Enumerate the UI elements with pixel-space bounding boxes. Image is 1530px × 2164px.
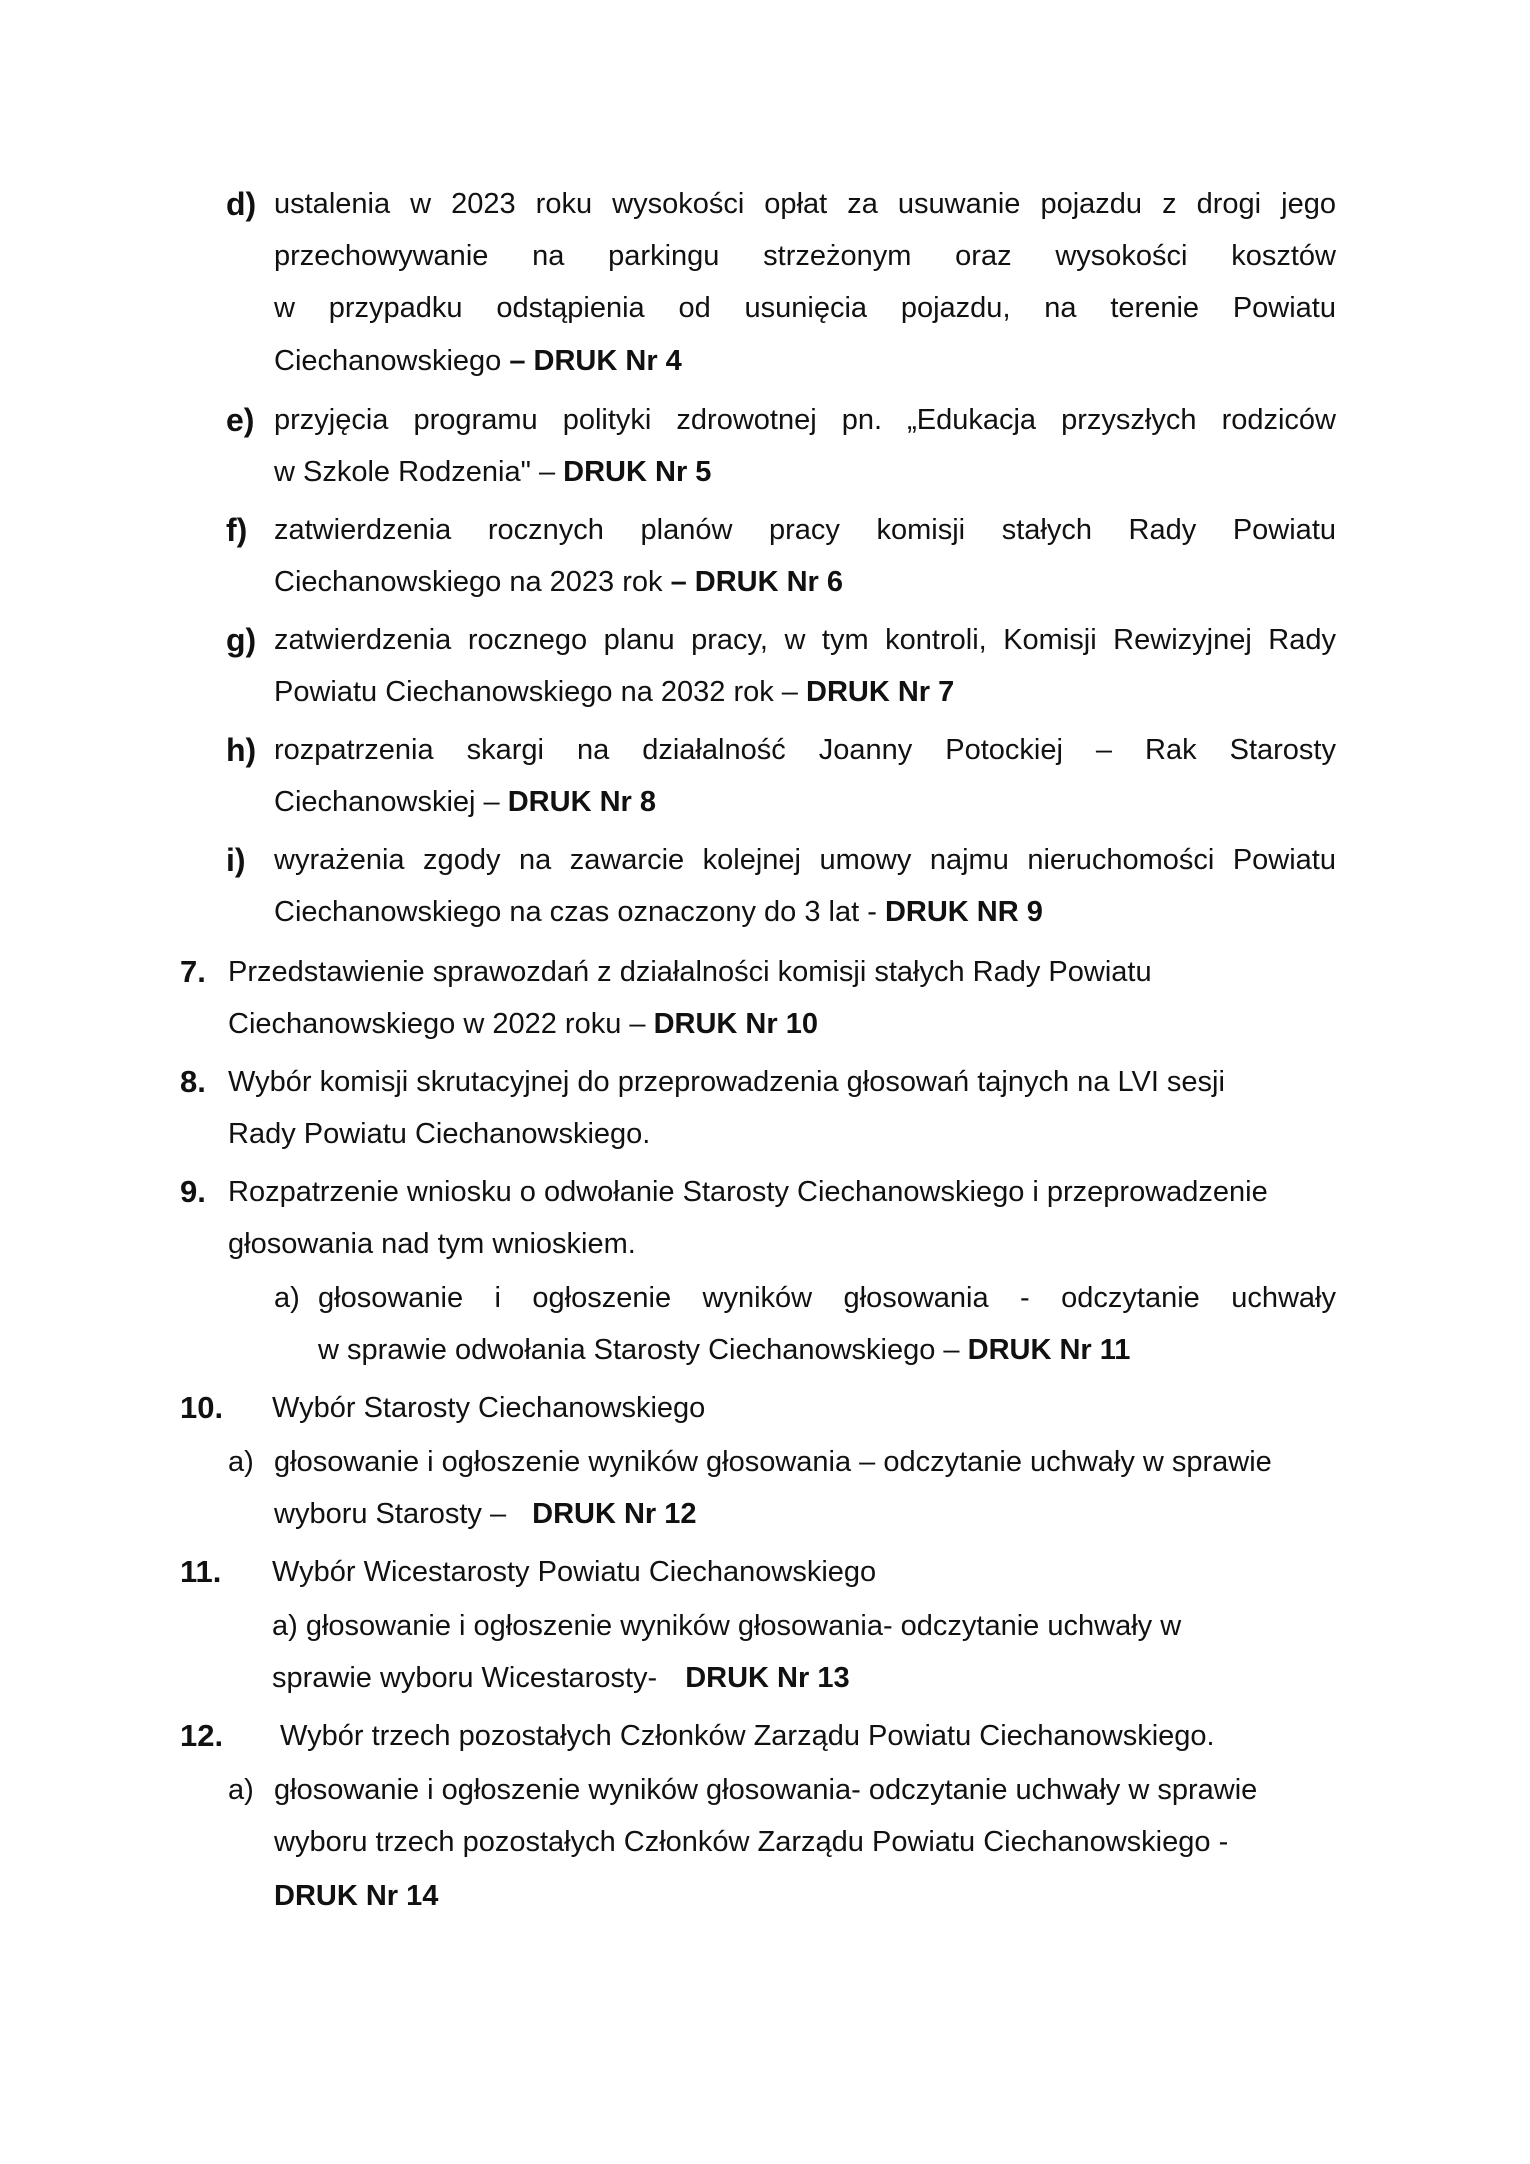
item-g-line-2-text: Powiatu Ciechanowskiego na 2032 rok – [274,676,806,708]
item-e-line-2-text: w Szkole Rodzenia" – [274,456,564,488]
item-9a-druk: DRUK Nr 11 [967,1334,1131,1366]
item-d-line-2: przechowywanie na parkingu strzeżonym oraz wysokości kosztów [274,240,1336,272]
item-i-line-2 [274,894,1043,930]
item-f-line-2-text: Ciechanowskiego na 2023 rok [274,566,671,598]
item-8-line-1: Wybór komisji skrutacyjnej do przeprowadzenia głosowań tajnych na LVI sesji [228,1066,1225,1098]
item-9a-line-2 [318,1332,1130,1368]
item-g-marker: g) [226,622,257,658]
item-11-line-2 [272,1660,850,1696]
item-10-title: Wybór Starosty Ciechanowskiego [272,1392,706,1424]
item-10a-line-2-text: wyboru Starosty – [274,1498,515,1530]
item-i-line-1: wyrażenia zgody na zawarcie kolejnej umowy najmu nieruchomości Powiatu [274,844,1336,876]
item-e-line-2 [274,454,711,490]
item-e-line-1: przyjęcia programu polityki zdrowotnej pn. „Edukacja przyszłych rodziców [274,404,1336,436]
item-12a-druk: DRUK Nr 14 [274,1880,439,1912]
item-10-number: 10. [180,1390,224,1425]
item-e-marker: e) [226,402,255,438]
item-12-number: 12. [180,1718,224,1753]
item-12-title: Wybór trzech pozostałych Członków Zarządu Powiatu Ciechanowskiego. [280,1720,1215,1752]
item-g-line-2 [274,674,954,710]
item-8-line-2: Rady Powiatu Ciechanowskiego. [228,1118,651,1150]
item-h-line-2-text: Ciechanowskiej – [274,786,508,818]
item-f-marker: f) [226,512,248,548]
item-12a-line-2: wyboru trzech pozostałych Członków Zarządu Powiatu Ciechanowskiego - [274,1826,1229,1858]
item-g-line-1: zatwierdzenia rocznego planu pracy, w tym kontroli, Komisji Rewizyjnej Rady [274,624,1336,656]
item-11-line-2-text: sprawie wyboru Wicestarosty- [272,1662,666,1694]
item-8-number: 8. [180,1064,206,1099]
item-d-line-4 [274,343,682,379]
item-d-druk: – DRUK Nr 4 [509,345,682,377]
item-10a-line-2 [274,1496,697,1532]
item-7-druk: DRUK Nr 10 [653,1008,818,1040]
item-h-line-1: rozpatrzenia skargi na działalność Joanny Potockiej – Rak Starosty [274,734,1336,766]
item-f-druk: – DRUK Nr 6 [670,566,844,598]
item-9-line-1: Rozpatrzenie wniosku o odwołanie Starosty Ciechanowskiego i przeprowadzenie [228,1176,1268,1208]
item-g-druk: DRUK Nr 7 [806,676,955,708]
item-d-line-1: ustalenia w 2023 roku wysokości opłat za usuwanie pojazdu z drogi jego [274,188,1336,220]
item-9a-line-2-text: w sprawie odwołania Starosty Ciechanowskiego – [318,1334,968,1366]
item-10a-druk: DRUK Nr 12 [532,1498,697,1530]
item-11-druk: DRUK Nr 13 [685,1662,850,1694]
item-12a-marker: a) [228,1774,254,1806]
item-11-number: 11. [180,1554,222,1589]
item-d-line-3: w przypadku odstąpienia od usunięcia pojazdu, na terenie Powiatu [274,292,1336,324]
item-h-druk: DRUK Nr 8 [507,786,656,818]
item-12a-line-1: głosowanie i ogłoszenie wyników głosowania- odczytanie uchwały w sprawie [274,1774,1258,1806]
item-d-line-4-text: Ciechanowskiego [274,345,510,377]
item-10a-line-1: głosowanie i ogłoszenie wyników głosowania – odczytanie uchwały w sprawie [274,1446,1272,1478]
item-f-line-1: zatwierdzenia rocznych planów pracy komisji stałych Rady Powiatu [274,514,1336,546]
item-7-line-1: Przedstawienie sprawozdań z działalności komisji stałych Rady Powiatu [228,956,1152,988]
item-h-marker: h) [226,732,257,768]
item-10a-marker: a) [228,1446,254,1478]
item-e-druk: DRUK Nr 5 [563,456,712,488]
item-7-number: 7. [180,954,206,989]
item-d-marker: d) [226,186,257,222]
item-7-line-2 [228,1006,818,1042]
item-9a-marker: a) [274,1282,300,1314]
item-7-line-2-text: Ciechanowskiego w 2022 roku – [228,1008,654,1040]
item-9-line-2: głosowania nad tym wnioskiem. [228,1228,636,1260]
item-11-line-1: a) głosowanie i ogłoszenie wyników głosowania- odczytanie uchwały w [272,1610,1182,1642]
item-11-title: Wybór Wicestarosty Powiatu Ciechanowskiego [272,1556,877,1588]
item-i-marker: i) [226,842,246,878]
item-9a-line-1: głosowanie i ogłoszenie wyników głosowania - odczytanie uchwały [318,1282,1336,1314]
item-f-line-2 [274,564,843,600]
item-i-druk: DRUK NR 9 [884,896,1043,928]
item-h-line-2 [274,784,656,820]
item-9-number: 9. [180,1174,206,1209]
item-i-line-2-text: Ciechanowskiego na czas oznaczony do 3 lat - [274,896,885,928]
